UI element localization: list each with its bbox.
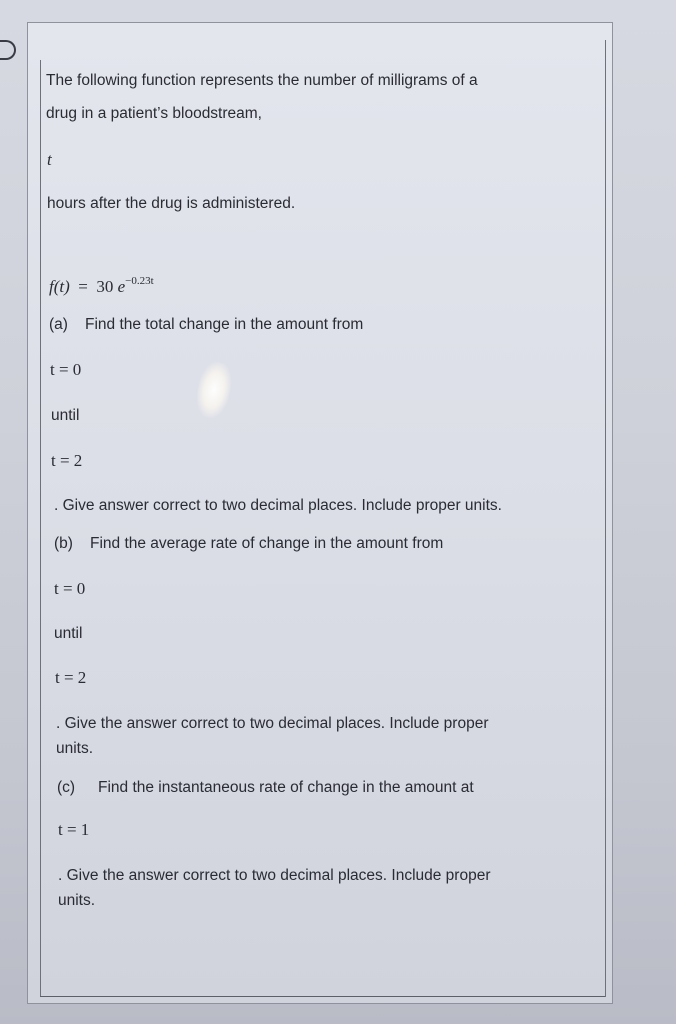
part-a-instruction: . Give answer correct to two decimal places. Include proper units.: [54, 497, 502, 514]
right-border: [605, 40, 606, 997]
part-c-instruction-2: units.: [58, 892, 96, 909]
part-a-until: until: [51, 407, 80, 424]
part-c-at: t = 1: [58, 820, 90, 839]
part-a-label: (a): [49, 316, 68, 333]
part-a-from: t = 0: [50, 360, 82, 379]
part-a-prompt: (a) Find the total change in the amount from: [49, 314, 363, 336]
part-b-instruction-1: . Give the answer correct to two decimal places. Include proper: [56, 715, 489, 732]
intro-line-3: hours after the drug is administered.: [47, 195, 296, 212]
part-c-instruction-1: . Give the answer correct to two decimal places. Include proper: [58, 867, 491, 884]
part-b-to: t = 2: [55, 668, 87, 687]
part-c-prompt: (c) Find the instantaneous rate of change in the amount at: [57, 777, 474, 799]
part-c-label: (c): [57, 779, 76, 796]
intro-line-1: The following function represents the number of milligrams of a: [46, 72, 478, 89]
part-b-prompt: (b) Find the average rate of change in the amount from: [54, 533, 443, 555]
part-b-until: until: [54, 625, 83, 642]
left-border: [40, 60, 41, 997]
part-b-label: (b): [54, 535, 73, 552]
part-a-to: t = 2: [51, 451, 83, 470]
corner-bracket-icon: [0, 40, 16, 60]
bottom-border: [40, 996, 605, 997]
function-definition: f(t) = 30 $e^{-0.23t}$: [49, 275, 154, 296]
intro-line-2: drug in a patient’s bloodstream,: [46, 105, 262, 122]
intro-variable: t: [47, 150, 52, 169]
part-b-instruction-2: units.: [56, 740, 94, 757]
part-b-from: t = 0: [54, 579, 86, 598]
